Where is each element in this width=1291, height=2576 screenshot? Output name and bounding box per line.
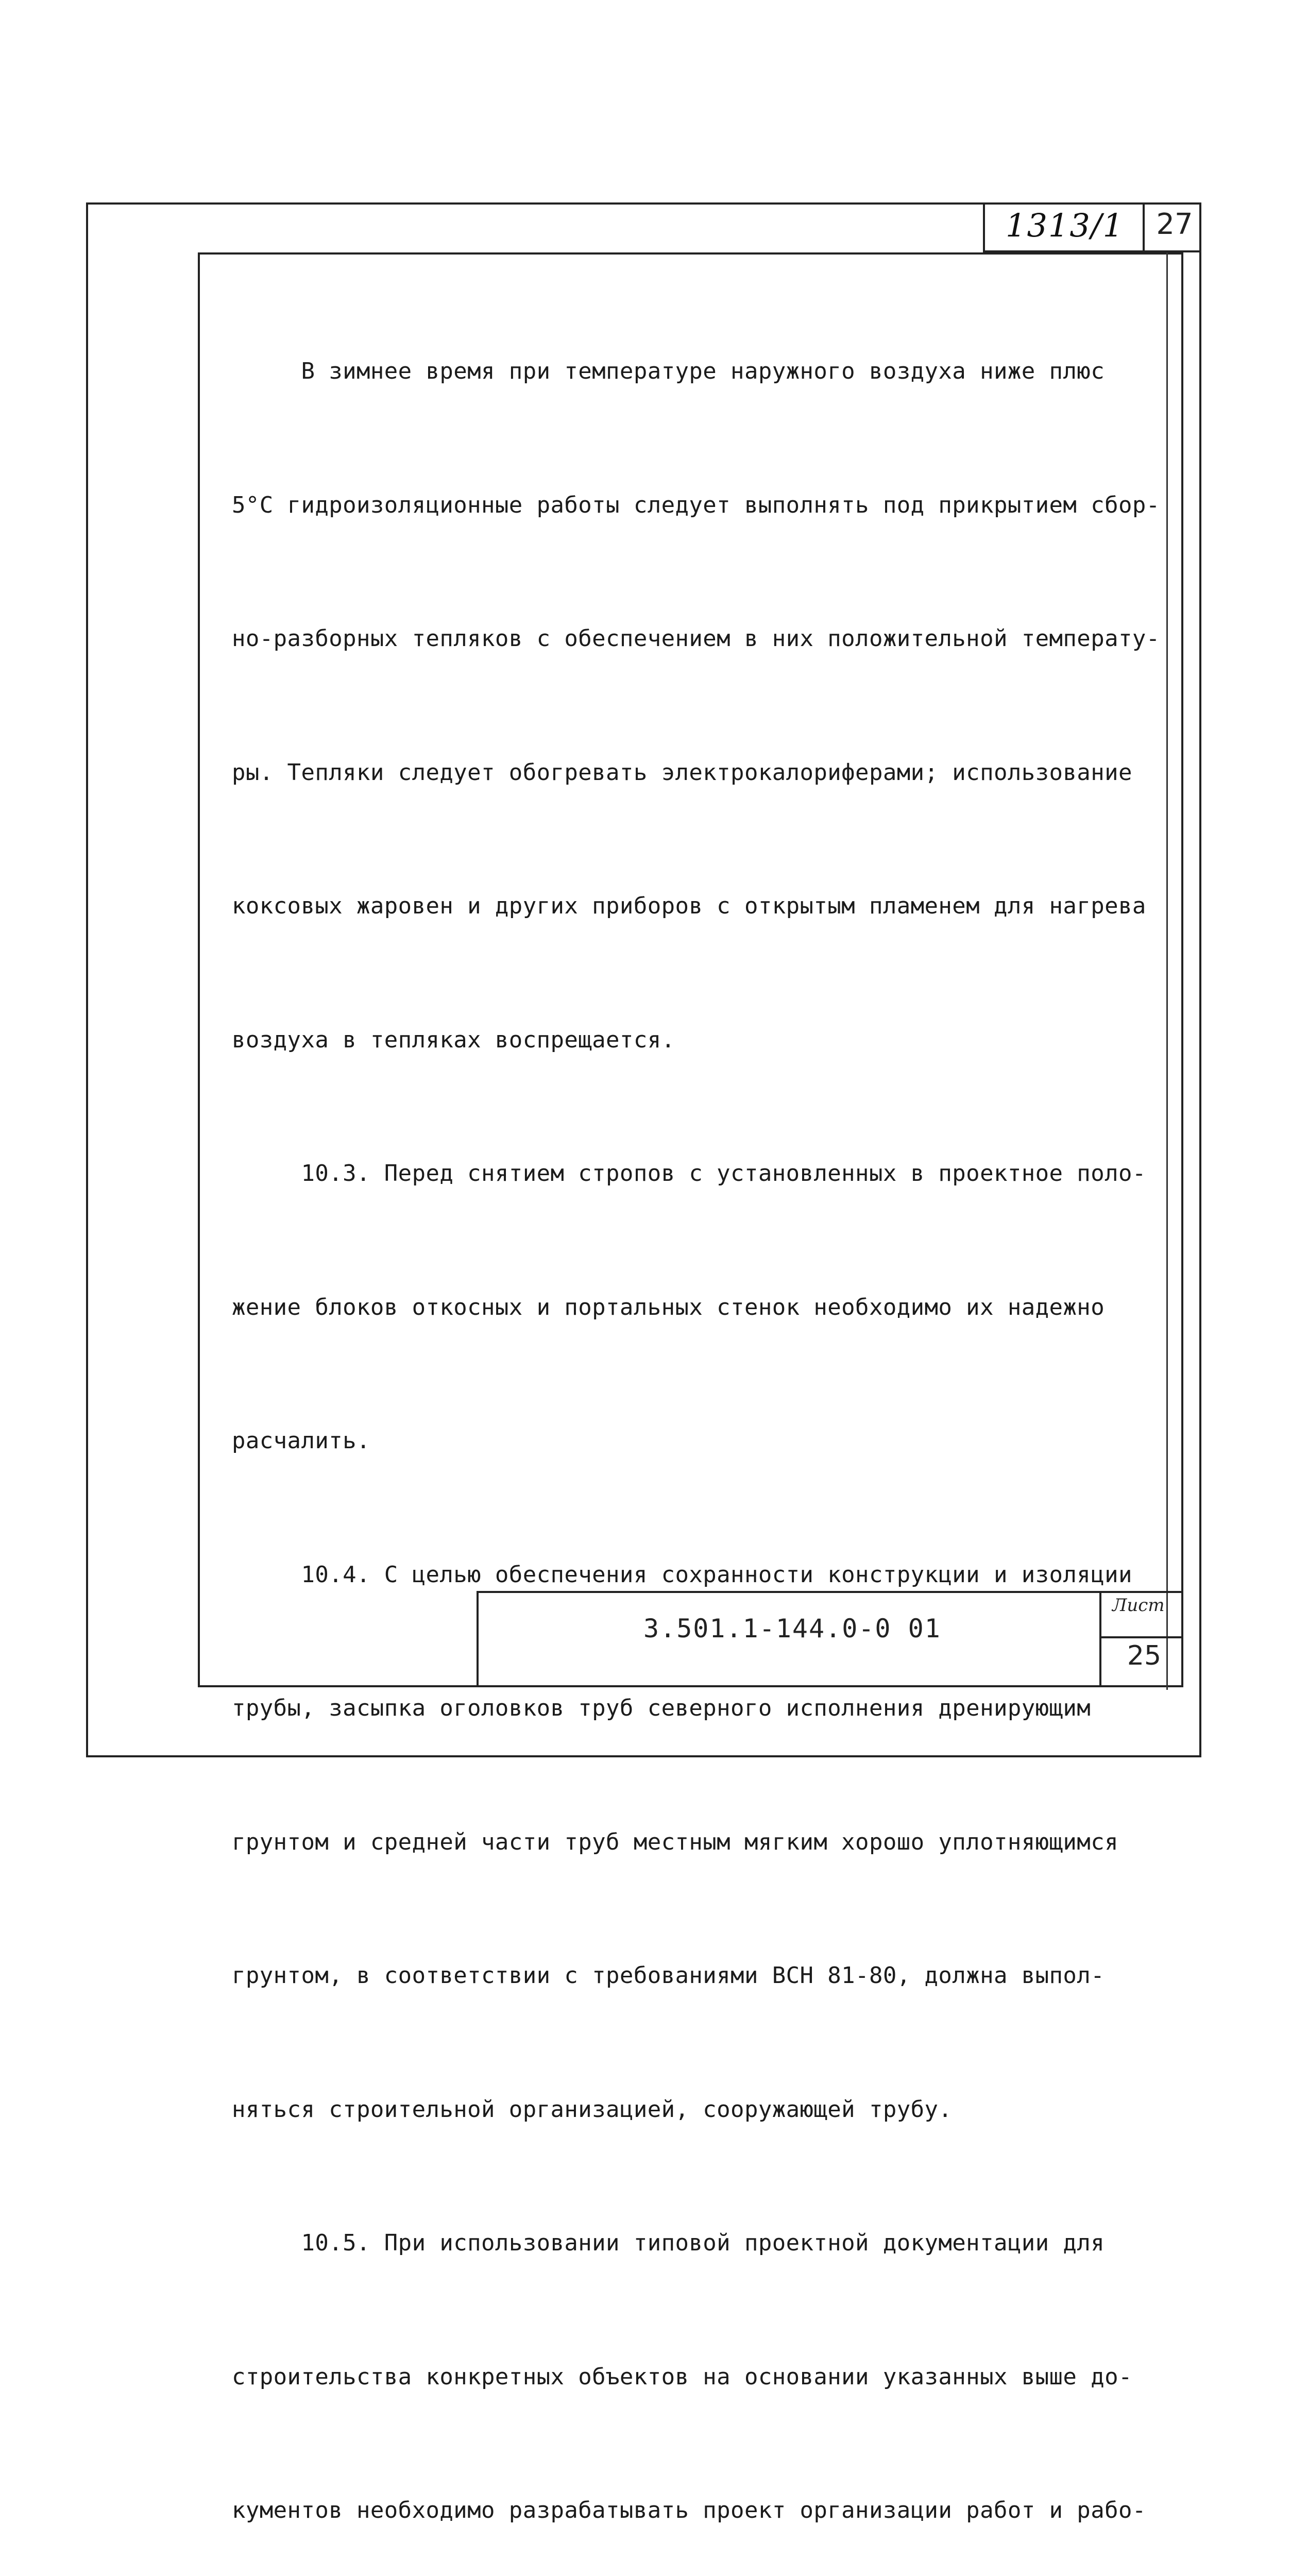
body-line: 10.3. Перед снятием стропов с установленных в проектное поло-	[232, 1160, 1146, 1187]
title-block-hline	[1099, 1636, 1183, 1638]
sheet-number: 25	[1127, 1640, 1162, 1671]
body-line: ры. Тепляки следует обогревать электрокалориферами; использование	[232, 759, 1132, 786]
body-line: но-разборных тепляков с обеспечением в них положительной температу-	[232, 625, 1160, 652]
body-line: строительства конкретных объектов на основании указанных выше до-	[232, 2363, 1132, 2390]
document-body-text	[232, 260, 1159, 2576]
body-line: коксовых жаровен и других приборов с открытым пламенем для нагрева	[232, 893, 1146, 919]
stamp-divider	[1143, 202, 1145, 250]
body-line: кументов необходимо разрабатывать проект организации работ и рабо-	[232, 2497, 1146, 2523]
handwritten-doc-number: 1313/1	[1006, 207, 1125, 244]
body-line: В зимнее время при температуре наружного воздуха ниже плюс	[232, 358, 1105, 384]
sheet-label: Лист	[1112, 1595, 1165, 1616]
document-code: 3.501.1-144.0-0 01	[643, 1614, 941, 1643]
inner-right-border	[1166, 252, 1168, 1690]
title-block	[477, 1591, 1183, 1687]
title-block-divider	[1099, 1593, 1101, 1687]
top-stamp	[983, 202, 1201, 252]
body-line: воздуха в тепляках воспрещается.	[232, 1026, 675, 1053]
body-line: няться строительной организацией, сооружающей трубу.	[232, 2096, 953, 2123]
body-line: 10.5. При использовании типовой проектной документации для	[232, 2230, 1105, 2256]
body-line: расчалить.	[232, 1428, 370, 1454]
top-sheet-number: 27	[1156, 208, 1193, 241]
body-line: грунтом, в соответствии с требованиями ВСН 81-80, должна выпол-	[232, 1962, 1105, 1989]
body-line: трубы, засыпка оголовков труб северного исполнения дренирующим	[232, 1695, 1091, 1721]
body-line: 5°С гидроизоляционные работы следует выполнять под прикрытием сбор-	[232, 492, 1160, 518]
body-line: грунтом и средней части труб местным мягким хорошо уплотняющимся	[232, 1828, 1118, 1855]
body-line: жение блоков откосных и портальных стенок необходимо их надежно	[232, 1294, 1105, 1320]
body-line: 10.4. С целью обеспечения сохранности конструкции и изоляции	[232, 1561, 1132, 1588]
